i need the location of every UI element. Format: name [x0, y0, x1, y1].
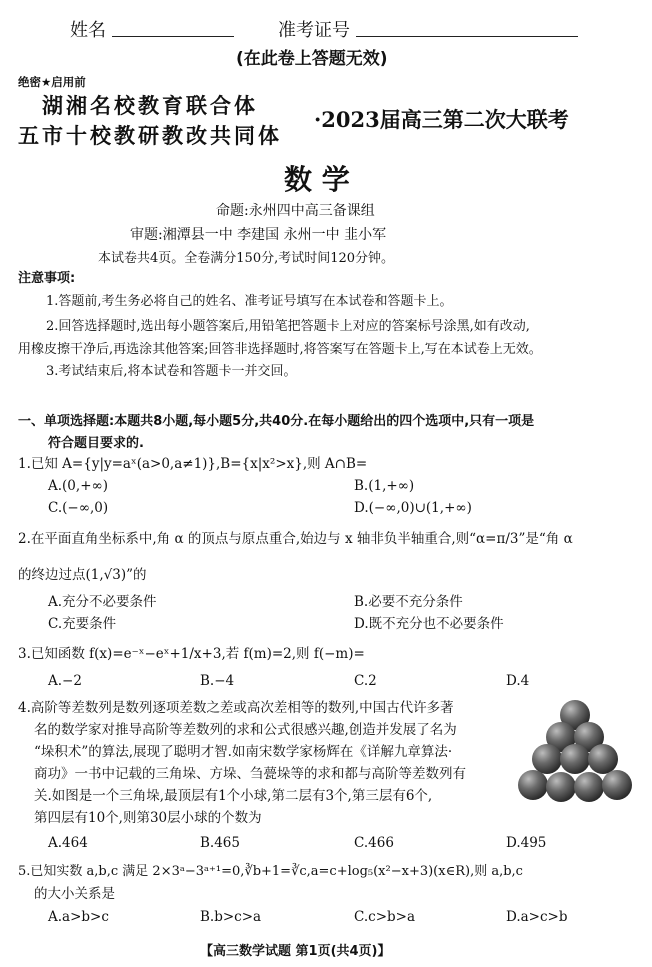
q4-line-6: 第四层有10个,则第30层小球的个数为	[34, 810, 262, 826]
q2-option-b[interactable]: B.必要不充分条件	[354, 594, 463, 610]
q5-stem-cont: 的大小关系是	[34, 886, 115, 902]
q4-line-1: 4.高阶等差数列是数列逐项差数之差或高次差相等的数列,中国古代许多著	[18, 700, 454, 716]
setter-line: 命题:永州四中高三备课组	[216, 203, 375, 219]
q4-option-c[interactable]: C.466	[354, 835, 394, 851]
q3-option-c[interactable]: C.2	[354, 673, 377, 689]
q4-option-b[interactable]: B.465	[200, 835, 240, 851]
reviewer-line: 审题:湘潭县一中 李建国 永州一中 韭小军	[130, 227, 387, 243]
q4-line-5: 关.如图是一个三角垛,最顶层有1个小球,第二层有3个,第三层有6个,	[34, 788, 433, 804]
q3-option-b[interactable]: B.−4	[200, 673, 235, 689]
id-label: 准考证号	[278, 20, 350, 41]
notice-item-3: 3.考试结束后,将本试卷和答题卡一并交回。	[46, 364, 297, 379]
id-blank[interactable]	[356, 36, 578, 37]
pile-ball	[574, 772, 604, 802]
q5-option-a[interactable]: A.a>b>c	[48, 909, 109, 925]
notice-item-2: 2.回答选择题时,选出每小题答案后,用铅笔把答题卡上对应的答案标号涂黑,如有改动,	[46, 319, 530, 334]
q2-option-a[interactable]: A.充分不必要条件	[48, 594, 157, 610]
q4-line-2: 名的数学家对推导高阶等差数列的求和公式很感兴趣,创造并发展了名为	[34, 722, 457, 738]
notice-item-2-cont: 用橡皮擦干净后,再选涂其他答案;回答非选择题时,将答案写在答题卡上,写在本试卷上无效。	[18, 342, 542, 357]
exam-title: ·2023届高三第二次大联考	[314, 107, 569, 132]
q1-stem: 1.已知 A={y|y=aˣ(a>0,a≠1)},B={x|x²>x},则 A∩B=	[18, 456, 368, 472]
q4-line-4: 商功》一书中记载的三角垛、方垛、刍甍垛等的求和都与高阶等差数列有	[34, 766, 466, 782]
pile-ball	[546, 772, 576, 802]
section-title: 一、单项选择题:本题共8小题,每小题5分,共40分.在每小题给出的四个选项中,只有一项是	[18, 414, 535, 429]
name-label: 姓名	[70, 20, 106, 41]
secret-mark: 绝密★启用前	[18, 75, 86, 89]
q3-option-d[interactable]: D.4	[506, 673, 530, 689]
q2-stem: 2.在平面直角坐标系中,角 α 的顶点与原点重合,始边与 x 轴非负半轴重合,则“α=π/3”是“角 α	[18, 531, 573, 547]
q2-option-c[interactable]: C.充要条件	[48, 616, 117, 632]
notice-title: 注意事项:	[18, 271, 76, 286]
q1-option-b[interactable]: B.(1,+∞)	[354, 478, 415, 494]
q5-option-c[interactable]: C.c>b>a	[354, 909, 416, 925]
name-blank[interactable]	[112, 36, 234, 37]
q4-line-3: “垛积术”的算法,展现了聪明才智.如南宋数学家杨辉在《详解九章算法·	[34, 744, 453, 760]
org-line-2: 五市十校教研教改共同体	[18, 124, 282, 148]
pile-ball	[518, 770, 548, 800]
q1-option-d[interactable]: D.(−∞,0)∪(1,+∞)	[354, 500, 472, 516]
q1-option-a[interactable]: A.(0,+∞)	[48, 478, 109, 494]
notice-item-1: 1.答题前,考生务必将自己的姓名、准考证号填写在本试卷和答题卡上。	[46, 294, 453, 309]
q2-option-d[interactable]: D.既不充分也不必要条件	[354, 616, 504, 632]
subject-title: 数 学	[284, 163, 350, 196]
page-footer: 【高三数学试题 第1页(共4页)】	[200, 944, 391, 959]
q3-stem: 3.已知函数 f(x)=e⁻ˣ−eˣ+1/x+3,若 f(m)=2,则 f(−m)=	[18, 646, 365, 662]
q5-stem: 5.已知实数 a,b,c 满足 2×3ᵃ−3ᵃ⁺¹=0,∛b+1=∛c,a=c+log₅(x²−x+3)(x∈R),则 a,b,c	[18, 864, 523, 879]
q3-option-a[interactable]: A.−2	[48, 673, 82, 689]
q2-stem-cont: 的终边过点(1,√3)”的	[18, 567, 147, 583]
section-title-cont: 符合题目要求的.	[48, 436, 144, 451]
q1-option-c[interactable]: C.(−∞,0)	[48, 500, 109, 516]
triangular-pile-figure	[518, 700, 636, 810]
exam-info: 本试卷共4页。全卷满分150分,考试时间120分钟。	[98, 251, 395, 266]
q4-option-d[interactable]: D.495	[506, 835, 547, 851]
org-line-1: 湖湘名校教育联合体	[42, 94, 258, 118]
pile-ball	[560, 744, 590, 774]
q5-option-b[interactable]: B.b>c>a	[200, 909, 262, 925]
invalid-note: (在此卷上答题无效)	[236, 49, 388, 69]
q4-option-a[interactable]: A.464	[48, 835, 88, 851]
pile-ball	[602, 770, 632, 800]
q5-option-d[interactable]: D.a>c>b	[506, 909, 568, 925]
